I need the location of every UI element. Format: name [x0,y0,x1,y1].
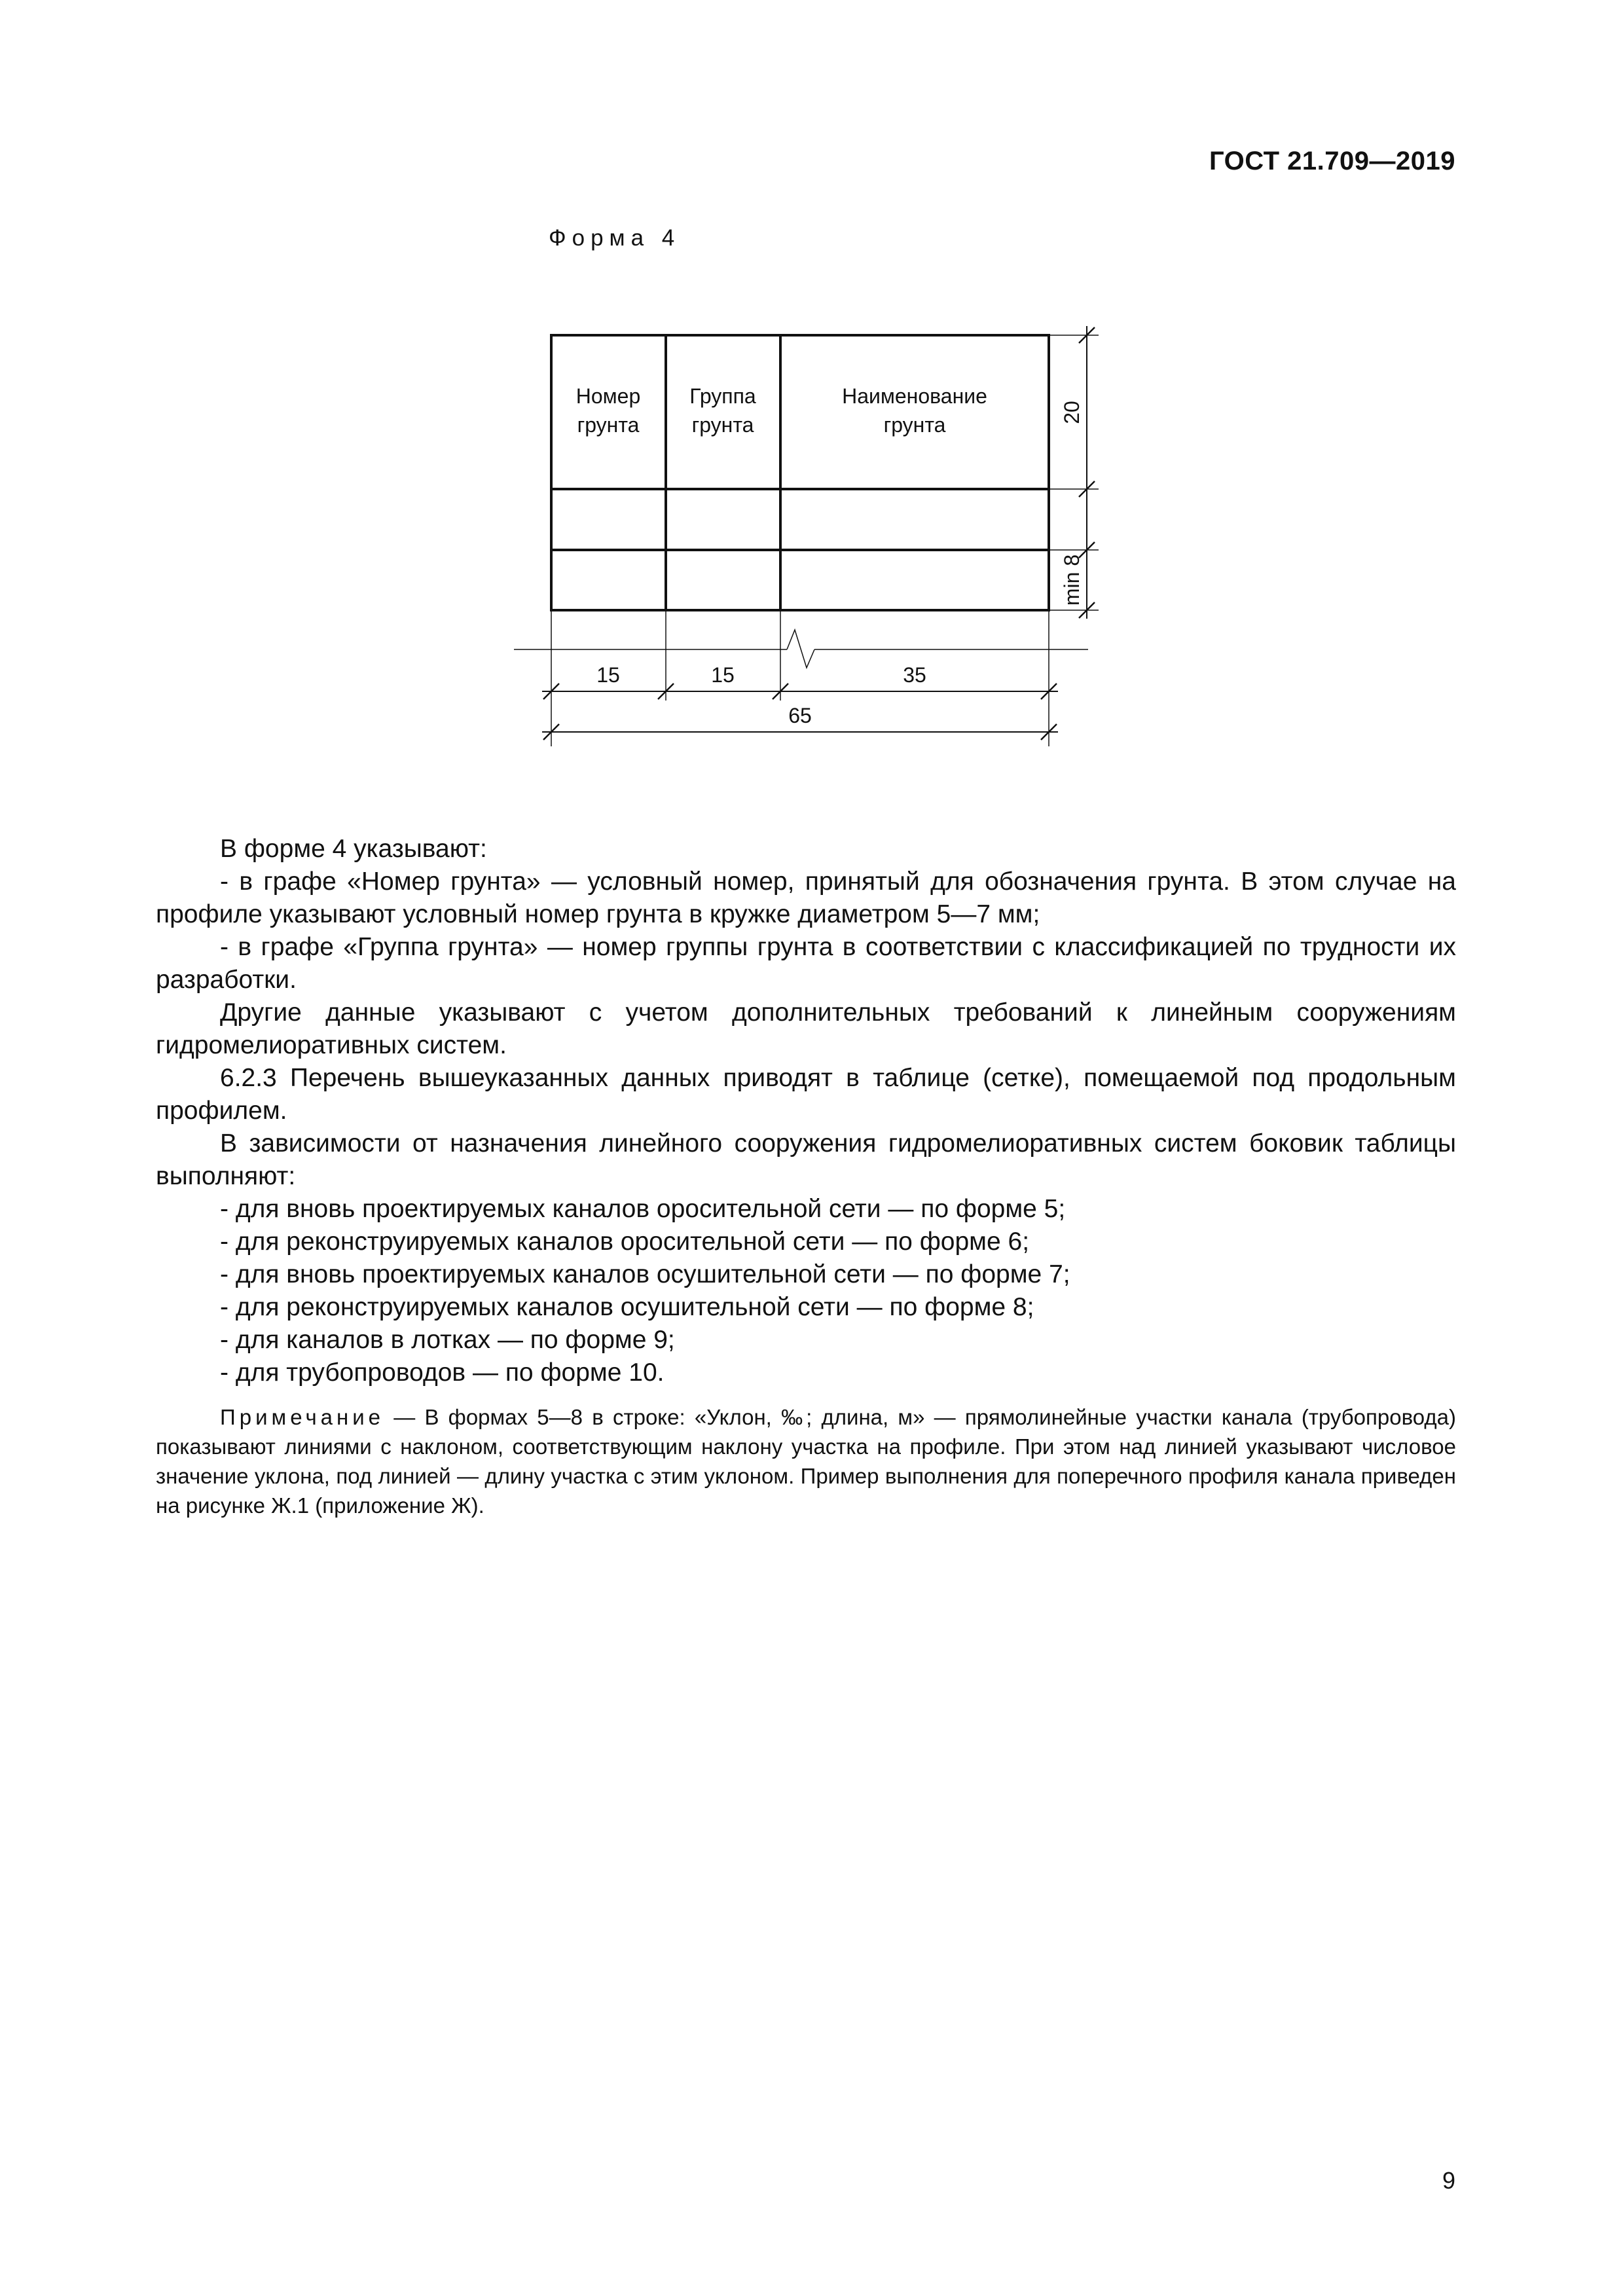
dimension-row-height: min 8 [1060,554,1084,606]
standard-designation: ГОСТ 21.709—2019 [1209,147,1455,175]
note-label: Примечание [220,1405,385,1429]
table-frame [551,335,1049,610]
clause-6-2-3: 6.2.3 Перечень вышеуказанных данных приводят в таблице (сетке), помещаемой под продольным профилем. [156,1064,1456,1125]
column-header-number-line2: грунта [577,413,640,437]
dimension-header-height: 20 [1060,401,1084,424]
column-header-group-line2: грунта [691,413,754,437]
dimension-col3: 35 [903,663,926,687]
form-caption: Форма 4 [549,225,681,251]
column-header-name-line2: грунта [883,413,946,437]
dimension-col1: 15 [596,663,620,687]
column-header-name-line1: Наименование [842,384,987,408]
dimension-col2: 15 [711,663,735,687]
list-item: - в графе «Номер грунта» — условный номер, принятый для обозначения грунта. В этом случае на профиле указывают условный номер грунта в кружке диаметром 5—7 мм; [156,867,1456,928]
dimension-total: 65 [788,704,812,727]
paragraph-dependency: В зависимости от назначения линейного сооружения гидромелиоративных систем боковик таблицы выполняют: [156,1129,1456,1190]
form-4-drawing [0,0,1623,786]
form-list-item: - для реконструируемых каналов осушительной сети — по форме 8; [220,1293,1034,1321]
intro-paragraph: В форме 4 указывают: [220,835,487,863]
break-mark [787,630,814,668]
column-header-number-line1: Номер [575,384,641,408]
note-text: — В формах 5—8 в строке: «Уклон, ‰; длина, м» — прямолинейные участки канала (трубопровода) показывают линиями с наклоном, соответствующим наклону участка на профиле. При этом над линией указывают числовое значение уклона, под линией — длину участка с этим уклоном. Пример выполнения для поперечного профиля канала приведен на рисунке Ж.1 (приложение Ж). [156,1405,1456,1518]
form-list-item: - для трубопроводов — по форме 10. [220,1358,665,1387]
form-list-item: - для вновь проектируемых каналов оросительной сети — по форме 5; [220,1195,1066,1223]
column-header-group-line1: Группа [689,384,756,408]
page-number: 9 [1442,2167,1455,2194]
body-text [156,833,1456,1389]
list-item: - в графе «Группа грунта» — номер группы грунта в соответствии с классификацией по трудности их разработки. [156,933,1456,994]
form-list-item: - для реконструируемых каналов оросительной сети — по форме 6; [220,1228,1030,1256]
note [156,1402,1456,1520]
form-list-item: - для каналов в лотках — по форме 9; [220,1326,675,1354]
form-list-item: - для вновь проектируемых каналов осушительной сети — по форме 7; [220,1260,1070,1288]
paragraph-other-data: Другие данные указывают с учетом дополнительных требований к линейным сооружениям гидромелиоративных систем. [156,998,1456,1059]
